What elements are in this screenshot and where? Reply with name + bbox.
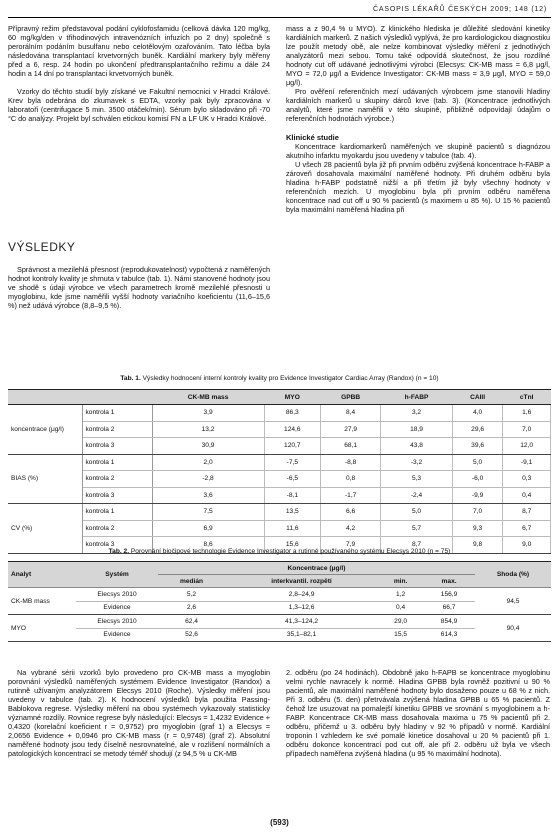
table2-caption-label: Tab. 2.: [108, 548, 130, 555]
table2-subheader: medián: [158, 575, 225, 588]
left-column-bottom: [8, 668, 270, 758]
table-row: [8, 615, 551, 629]
table2-header-concentration: Koncentrace (μg/l): [158, 562, 475, 575]
table1-cell: 3,6: [152, 487, 264, 504]
paragraph: Přípravný režim představoval podání cyklofosfamidu (celková dávka 120 mg/kg, 60 mg/kg/den v třihodinových intravenózních infuzích po 2 dny) společně s perorálním podáním busulfanu nebo celotělovým ozařováním. Tato léčba byla následována transplantací krvetvorných buněk. Kardiální markery byly měřeny před a 6, resp. 24 hodin po ukončení předtransplantačního režimu a dále 24 hodin a 14 dní po transplantaci krvetvorných buněk.: [8, 24, 270, 78]
table-row: [8, 628, 551, 642]
table-row: [8, 504, 551, 521]
table-row: [8, 588, 551, 602]
table1-cell: 7,9: [321, 537, 381, 554]
table1-col-header: GPBB: [321, 390, 381, 405]
table2: [8, 561, 551, 642]
table2-cell: 41,3–124,2: [225, 615, 378, 629]
table-row: [8, 520, 551, 537]
table1-group-label: CV (%): [8, 504, 82, 554]
table2-system: Elecsys 2010: [76, 588, 158, 602]
table2-system: Evidence: [76, 601, 158, 615]
table-row: [8, 471, 551, 488]
table1-cell: 43,8: [381, 438, 453, 455]
table1-control-label: kontrola 1: [82, 454, 152, 471]
table2-cell: 2,6: [158, 601, 225, 615]
table1-cell: 2,0: [152, 454, 264, 471]
results-paragraph-block: [8, 265, 270, 310]
table2-cell: 66,7: [423, 601, 475, 615]
table1-cell: 3,9: [152, 405, 264, 422]
paragraph: Správnost a mezilehlá přesnost (reprodukovatelnost) vypočtená z naměřených hodnot kontroly kvality je shrnuta v tabulce (tab. 1). Námi stanovené hodnoty jsou ve shodě s údaji výrobce ve všech parametrech kromě mezilehlé přesnosti u myoglobinu, kde jsme naměřili vyšší hodnoty variačního koeficientu (11,6–15,6 %) než udává výrobce (8,8–9,5 %).: [8, 265, 270, 310]
table1-cell: 86,3: [264, 405, 320, 422]
table2-system: Elecsys 2010: [76, 615, 158, 629]
table1-cell: -9,9: [452, 487, 503, 504]
table2-header-row: [8, 562, 551, 575]
table1-corner: [82, 390, 152, 405]
header-rule: [8, 17, 551, 18]
table2-cell: 0,4: [378, 601, 423, 615]
paragraph: U všech 28 pacientů byla již při prvním odběru zvýšená koncentrace h-FABP a zároveň dosahovala maximální naměřené hodnoty. Při druhém odběru byla hladina h-FABP podstatně nižší a při třetím již byly všechny hodnoty v referenčních mezích. U myoglobinu byla při prvním odběru naměřena koncentrace nad cut off u 90 % pacientů (s maximem u 85 %). U 15 % pacientů byla maximální naměřená hladina při: [286, 160, 550, 214]
table-row: [8, 601, 551, 615]
table1-control-label: kontrola 3: [82, 487, 152, 504]
table1-cell: 9,8: [452, 537, 503, 554]
section-title-results: VÝSLEDKY: [8, 240, 76, 254]
table1-cell: 9,3: [452, 520, 503, 537]
table1-cell: 30,9: [152, 438, 264, 455]
table1-cell: 8,4: [321, 405, 381, 422]
table1-cell: 8,7: [381, 537, 453, 554]
table1-cell: -6,5: [264, 471, 320, 488]
table1-cell: 8,6: [152, 537, 264, 554]
table1-group-label: BIAS (%): [8, 454, 82, 504]
table2-header-analyt: Analyt: [8, 562, 76, 588]
table1-cell: 27,9: [321, 421, 381, 438]
table1-cell: 120,7: [264, 438, 320, 455]
table1-cell: -2,4: [381, 487, 453, 504]
table2-subheader: interkvantil. rozpětí: [225, 575, 378, 588]
table1-col-header: MYO: [264, 390, 320, 405]
table1-col-header: h-FABP: [381, 390, 453, 405]
table1-cell: -9,1: [503, 454, 551, 471]
table1-control-label: kontrola 3: [82, 438, 152, 455]
table1-caption-text: Výsledky hodnocení interní kontroly kvality pro Evidence Investigator Cardiac Array (Randox) (n = 10): [142, 375, 439, 382]
table2-agreement: 94,5: [475, 588, 551, 615]
table1-control-label: kontrola 2: [82, 520, 152, 537]
table1-cell: 0,8: [321, 471, 381, 488]
table2-header-system: Systém: [76, 562, 158, 588]
table1-control-label: kontrola 1: [82, 504, 152, 521]
table1-cell: 124,6: [264, 421, 320, 438]
table-row: [8, 438, 551, 455]
table1-cell: 5,3: [381, 471, 453, 488]
table1-cell: 4,0: [452, 405, 503, 422]
table1-col-header: CAIII: [452, 390, 503, 405]
table1-cell: 15,6: [264, 537, 320, 554]
table1-cell: 6,9: [152, 520, 264, 537]
table1-cell: 5,0: [381, 504, 453, 521]
table2-analyte: CK-MB mass: [8, 588, 76, 615]
table1-cell: 13,2: [152, 421, 264, 438]
table2-cell: 854,9: [423, 615, 475, 629]
table1-cell: 29,6: [452, 421, 503, 438]
table2-cell: 5,2: [158, 588, 225, 602]
table1-cell: 9,0: [503, 537, 551, 554]
table1-cell: 0,3: [503, 471, 551, 488]
table1-cell: 11,6: [264, 520, 320, 537]
table1-cell: -6,0: [452, 471, 503, 488]
table1-control-label: kontrola 2: [82, 421, 152, 438]
table2-cell: 1,3–12,6: [225, 601, 378, 615]
table2-subheader: max.: [423, 575, 475, 588]
table1-cell: -3,2: [381, 454, 453, 471]
table2-subheader: min.: [378, 575, 423, 588]
table1-cell: 6,6: [321, 504, 381, 521]
paragraph: Na vybrané sérii vzorků bylo provedeno pro CK-MB mass a myoglobin porovnání výsledků naměřených systémem Evidence Investigator (Randox) a rutinně užívaným analyzátorem Elecsys 2010 (Roche). Výsledky měření jsou uvedeny v tabulce (tab. 2). K hodnocení výsledků byla použita Passing-Bablokova regrese. Výsledky měření na obou systémech vykazovaly statisticky významné rozdíly. Rovnice regrese byly následující: Elecsys = 1,4232 Evidence + 0,4320 (korelační koeficient r = 0,9752) pro myoglobin (graf 1) a Elecsys = 2,0656 Evidence + 0,0946 pro CK-MB mass (r = 0,9748) (graf 2). Absolutní naměřené hodnoty jsou tedy číselně nesrovnatelné, ale v rozlišení normálních a patologických koncentrací se metody téměř shodují (z 94,5 % u CK-MB: [8, 668, 270, 758]
table1-col-header: CK-MB mass: [152, 390, 264, 405]
table1-cell: 4,2: [321, 520, 381, 537]
table-row: [8, 421, 551, 438]
table2-cell: 1,2: [378, 588, 423, 602]
table2-analyte: MYO: [8, 615, 76, 642]
table1-cell: 7,0: [452, 504, 503, 521]
table2-cell: 2,8–24,9: [225, 588, 378, 602]
paragraph: mass a z 90,4 % u MYO). Z klinického hlediska je důležité sledování kinetiky kardiálních markerů. Z našich výsledků vyplývá, že pro kardiologickou diagnostiku lze použít metody obě, ale nelze kombinovat výsledky měření z jednotlivých analyzátorů mezi sebou. Tomu také odpovídá skutečnost, že jsou rozdílné hodnoty cut off udávané jednotlivými výrobci (Elecsys: CK-MB mass = 6,8 μg/l, MYO = 72,0 μg/l a Evidence Investigator: CK-MB mass = 3,9 μg/l, MYO = 59,0 μg/l).: [286, 24, 550, 87]
paragraph: Vzorky do těchto studií byly získané ve Fakultní nemocnici v Hradci Králové. Krev byla odebrána do zkumavek s EDTA, vzorky pak byly zpracována v laboratoři (centrifugace 5 min. 3500 otáček/min). Sérum bylo skladováno při -70 °C do analýzy. Projekt byl schválen etickou komisí FN a LF UK v Hradci Králové.: [8, 87, 270, 123]
table1: [8, 389, 551, 554]
paragraph: Pro ověření referenčních mezí udávaných výrobcem jsme stanovili hladiny kardiálních markerů u skupiny dárců krve (tab. 3). (Koncentrace jednotlivých analytů, které jsme naměřili v této skupině, přibližně odpovídají údajům o referenčních hodnotách výrobce.): [286, 87, 550, 123]
table1-cell: 1,6: [503, 405, 551, 422]
table2-cell: 35,1–82,1: [225, 628, 378, 642]
table-row: [8, 454, 551, 471]
table1-caption: [8, 375, 551, 382]
subheading-clinical-studies: Klinické studie: [286, 133, 339, 142]
right-column-top: [286, 24, 550, 214]
table2-cell: 52,6: [158, 628, 225, 642]
table1-cell: -8,1: [264, 487, 320, 504]
table1-cell: 0,4: [503, 487, 551, 504]
table2-agreement: 90,4: [475, 615, 551, 642]
table2-cell: 156,9: [423, 588, 475, 602]
paragraph: Koncentrace kardiomarkerů naměřených ve skupině pacientů s diagnózou akutního infarktu myokardu jsou uvedeny v tabulce (tab. 4).: [286, 142, 550, 160]
table1-cell: -2,8: [152, 471, 264, 488]
table1-cell: 68,1: [321, 438, 381, 455]
table2-cell: 15,5: [378, 628, 423, 642]
table1-cell: 12,0: [503, 438, 551, 455]
table2-header-agreement: Shoda (%): [475, 562, 551, 588]
journal-header: ČASOPIS LÉKAŘŮ ČESKÝCH 2009; 148 (12): [373, 6, 547, 13]
table1-group-label: koncentrace (μg/l): [8, 405, 82, 455]
right-column-bottom: [286, 668, 550, 758]
table2-cell: 614,3: [423, 628, 475, 642]
table1-cell: 7,5: [152, 504, 264, 521]
table2-caption-text: Porovnání biočipové technologie Evidence Investigator a rutinně používaného systému Elecsys 2010 (n = 75): [130, 548, 451, 555]
table1-cell: 3,2: [381, 405, 453, 422]
table2-system: Evidence: [76, 628, 158, 642]
table1-control-label: kontrola 1: [82, 405, 152, 422]
paragraph: 2. odběru (po 24 hodinách). Obdobně jako h-FAPB se koncentrace myoglobinu velmi rychle navracely k normě. Hladina GPBB byla rovněž pozitivní u 90 % pacientů, ale maximální naměřené hodnoty bylo dosaženo pouze u 68 % z nich. Při 3. odběru (5. den) přetrvávala zvýšená hladina GPBB u 65 % pacientů. Z čehož lze usuzovat na pomalejší kinetiku GPBB ve srovnání s myoglobinem a h-FABP. Koncentrace CK-MB mass dosahovala maxima u 75 % pacientů při 2. odběru, přičemž u 3. odběru byly hladiny v 92 % případů v normě. Kardiální troponin I vzhledem ke své pomalé kinetice dosahoval u 20 % pacientů při 1. odběru dokonce koncentrací pod cut off, ale při 2. odběru už byla ve všech případech naměřena zvýšená hladina (u 95 % maximální hodnota).: [286, 668, 550, 758]
table1-cell: -1,7: [321, 487, 381, 504]
table1-cell: 5,0: [452, 454, 503, 471]
table1-header-row: [8, 390, 551, 405]
table-row: [8, 405, 551, 422]
table1-corner: [8, 390, 82, 405]
table-row: [8, 487, 551, 504]
table1-cell: 5,7: [381, 520, 453, 537]
table1-cell: 6,7: [503, 520, 551, 537]
table1-cell: -7,5: [264, 454, 320, 471]
table2-cell: 62,4: [158, 615, 225, 629]
table1-caption-label: Tab. 1.: [120, 375, 141, 382]
table1-cell: 39,6: [452, 438, 503, 455]
table1-col-header: cTnI: [503, 390, 551, 405]
table1-control-label: kontrola 3: [82, 537, 152, 554]
table1-control-label: kontrola 2: [82, 471, 152, 488]
table1-cell: 8,7: [503, 504, 551, 521]
page-number: (593): [270, 818, 289, 827]
table1-cell: 13,5: [264, 504, 320, 521]
table1-cell: 7,0: [503, 421, 551, 438]
table2-caption: [8, 548, 551, 555]
table1-cell: 18,9: [381, 421, 453, 438]
left-column-top: [8, 24, 270, 123]
table1-cell: -8,8: [321, 454, 381, 471]
table2-cell: 29,0: [378, 615, 423, 629]
